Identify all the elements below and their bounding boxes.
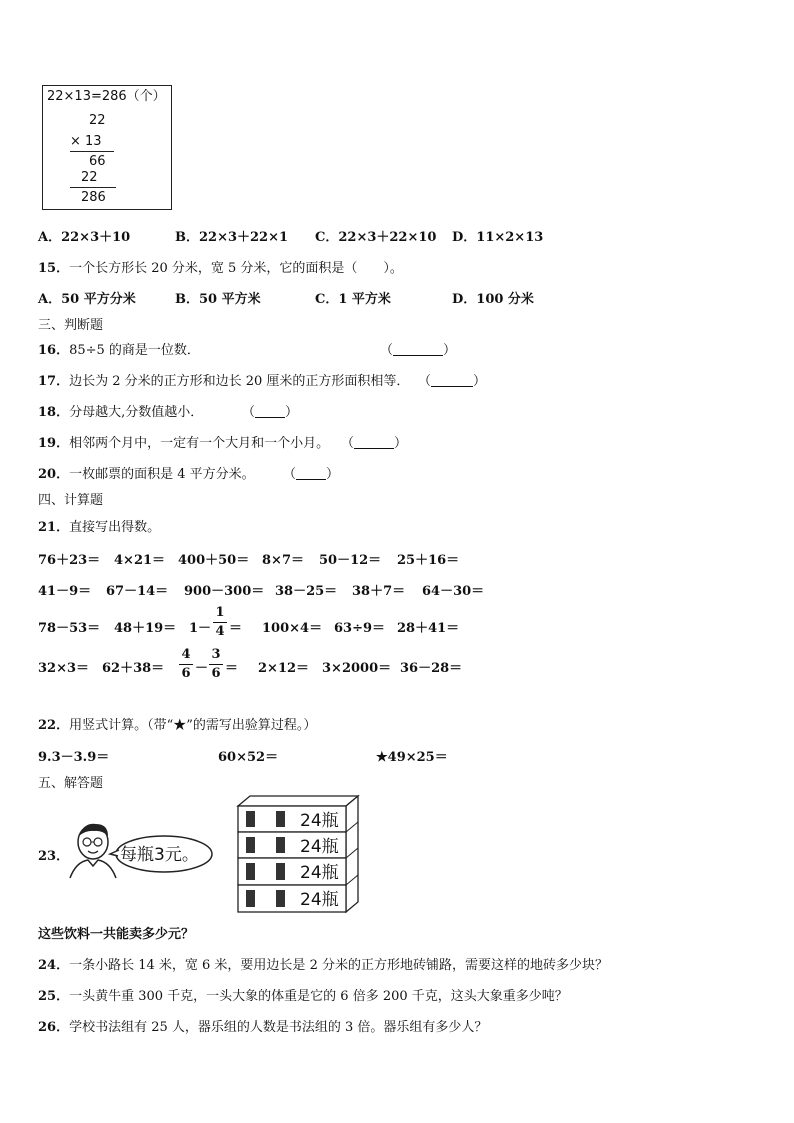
calc-item: 64－30＝ [422, 584, 485, 599]
box-label: 24瓶 [300, 863, 339, 883]
calc-item: 78－53＝ [38, 621, 101, 636]
judge-number: 19． [38, 436, 70, 451]
q26-number: 26． [38, 1020, 70, 1035]
judge-number: 17． [38, 374, 70, 389]
frac-bar [179, 664, 193, 665]
calc-item: 38－25＝ [275, 584, 338, 599]
calc-item: 8×7＝ [262, 553, 304, 568]
box-label: 24瓶 [300, 837, 339, 857]
frac-1-prefix: 1－ [189, 621, 212, 636]
q24-text: 一条小路长 14 米，宽 6 米，要用边长是 2 分米的正方形地砖铺路，需要这样的地砖多少块？ [69, 958, 608, 973]
calc-item: 28＋41＝ [397, 621, 460, 636]
judge-answer-17[interactable] [418, 374, 486, 390]
calc-item: 400＋50＝ [178, 553, 250, 568]
judge-answer-20[interactable] [283, 467, 339, 483]
judge-text: 边长为 2 分米的正方形和边长 20 厘米的正方形面积相等． [69, 374, 410, 389]
calc-item: 48＋19＝ [114, 621, 177, 636]
frac-den: 6 [181, 666, 191, 681]
calc-item: 38＋7＝ [352, 584, 406, 599]
paren-close: ） [394, 436, 408, 451]
frac-num: 1 [215, 605, 225, 620]
judge-item-18 [38, 405, 203, 421]
judge-answer-18[interactable] [242, 405, 298, 421]
q22-number: 22． [38, 718, 70, 733]
paren-open: （ [283, 467, 297, 482]
judge-item-20 [38, 467, 255, 483]
man-speech-figure [66, 818, 216, 880]
drink-boxes-stack [236, 794, 360, 914]
calc-item: 2×12＝ [258, 661, 310, 676]
q24-number: 24． [38, 958, 70, 973]
vertical-calc-box [42, 85, 172, 210]
frac-num: 4 [181, 647, 191, 662]
paren-close: ） [473, 374, 487, 389]
section-4-title: 四、计算题 [38, 493, 104, 508]
box-label: 24瓶 [300, 811, 339, 831]
box-label: 24瓶 [300, 890, 339, 910]
fraction-one-quarter [213, 606, 227, 639]
q22-item: 9.3－3.9＝ [38, 750, 110, 765]
q23-question: 这些饮料一共能卖多少元？ [38, 927, 195, 942]
calc-result: 286 [81, 190, 106, 205]
calc-item: 67－14＝ [106, 584, 169, 599]
calc-item: 41－9＝ [38, 584, 92, 599]
paren-close: ） [326, 467, 340, 482]
q15-option-a: A．50 平方分米 [38, 292, 136, 307]
calc-item: 63÷9＝ [334, 621, 386, 636]
q25-stem [38, 989, 568, 1005]
q26-text: 学校书法组有 25 人，器乐组的人数是书法组的 3 倍。器乐组有多少人？ [69, 1020, 488, 1035]
frac-den: 6 [211, 666, 221, 681]
q22-item: 60×52＝ [218, 750, 279, 765]
calc-item: 50－12＝ [319, 553, 382, 568]
paren-open: （ [341, 436, 355, 451]
q15-number: 15． [38, 261, 70, 276]
judge-item-19 [38, 436, 329, 452]
calc-line-2 [70, 187, 116, 188]
q14-option-a: A．22×3＋10 [38, 230, 131, 245]
judge-text: 一枚邮票的面积是 4 平方分米。 [69, 467, 255, 482]
judge-answer-19[interactable] [341, 436, 407, 452]
answer-blank[interactable] [393, 343, 443, 356]
calc-line-1 [70, 151, 114, 152]
paren-close: ） [285, 405, 299, 420]
calc-header: 22×13=286（个） [47, 89, 166, 104]
q25-text: 一头黄牛重 300 千克，一头大象的体重是它的 6 倍多 200 千克，这头大象重多少吨？ [69, 989, 568, 1004]
q22-item: ★49×25＝ [376, 750, 448, 765]
q23-number: 23． [38, 849, 70, 864]
calc-item: 25＋16＝ [397, 553, 460, 568]
q21-text: 直接写出得数。 [69, 520, 161, 535]
judge-number: 20． [38, 467, 70, 482]
frac-1-equals: ＝ [229, 621, 243, 636]
paren-open: （ [242, 405, 256, 420]
answer-blank[interactable] [255, 405, 285, 418]
paren-open: （ [380, 343, 394, 358]
frac-num: 3 [211, 647, 221, 662]
judge-text: 85÷5 的商是一位数． [69, 343, 200, 358]
calc-item: 62＋38＝ [102, 661, 165, 676]
q15-stem [38, 261, 403, 277]
calc-top-number: 22 [89, 113, 106, 128]
calc-item: 32×3＝ [38, 661, 90, 676]
q21-number: 21． [38, 520, 70, 535]
q25-number: 25． [38, 989, 70, 1004]
q26-stem [38, 1020, 487, 1036]
judge-text: 相邻两个月中，一定有一个大月和一个小月。 [69, 436, 330, 451]
frac-minus: － [195, 661, 209, 676]
calc-partial-2: 22 [81, 170, 98, 185]
judge-item-16 [38, 343, 200, 359]
calc-item: 36－28＝ [400, 661, 463, 676]
q22-stem [38, 718, 316, 734]
q22-text: 用竖式计算。（带“★”的需写出验算过程。） [69, 718, 317, 733]
judge-number: 18． [38, 405, 70, 420]
q15-text: 一个长方形长 20 分米，宽 5 分米，它的面积是（ ）。 [69, 261, 403, 276]
q14-option-d: D．11×2×13 [452, 230, 544, 245]
q14-option-b: B．22×3＋22×1 [175, 230, 289, 245]
frac-bar [213, 622, 227, 623]
frac-den: 4 [215, 624, 225, 639]
answer-blank[interactable] [431, 374, 473, 387]
answer-blank[interactable] [296, 467, 326, 480]
calc-item: 76＋23＝ [38, 553, 101, 568]
frac-2-equals: ＝ [225, 661, 239, 676]
q15-option-d: D．100 分米 [452, 292, 534, 307]
calc-item: 100×4＝ [262, 621, 323, 636]
speech-bubble-text: 每瓶3元。 [120, 845, 199, 865]
fraction-three-sixths [209, 648, 223, 681]
paren-open: （ [418, 374, 432, 389]
calc-partial-1: 66 [89, 154, 106, 169]
q21-stem [38, 520, 160, 536]
frac-bar [209, 664, 223, 665]
judge-item-17 [38, 374, 409, 390]
calc-item: 3×2000＝ [322, 661, 392, 676]
boxes-illustration [236, 794, 360, 914]
calc-multiplier: × 13 [70, 134, 102, 149]
judge-text: 分母越大,分数值越小． [69, 405, 204, 420]
answer-blank[interactable] [354, 436, 394, 449]
section-5-title: 五、解答题 [38, 776, 104, 791]
calc-item: 900－300＝ [184, 584, 265, 599]
q15-option-b: B．50 平方米 [175, 292, 261, 307]
judge-answer-16[interactable] [380, 343, 456, 359]
q24-stem [38, 958, 608, 974]
fraction-four-sixths [179, 648, 193, 681]
paren-close: ） [443, 343, 457, 358]
judge-number: 16． [38, 343, 70, 358]
q15-option-c: C．1 平方米 [315, 292, 391, 307]
calc-item: 4×21＝ [114, 553, 166, 568]
section-3-title: 三、判断题 [38, 318, 104, 333]
q14-option-c: C．22×3＋22×10 [315, 230, 437, 245]
